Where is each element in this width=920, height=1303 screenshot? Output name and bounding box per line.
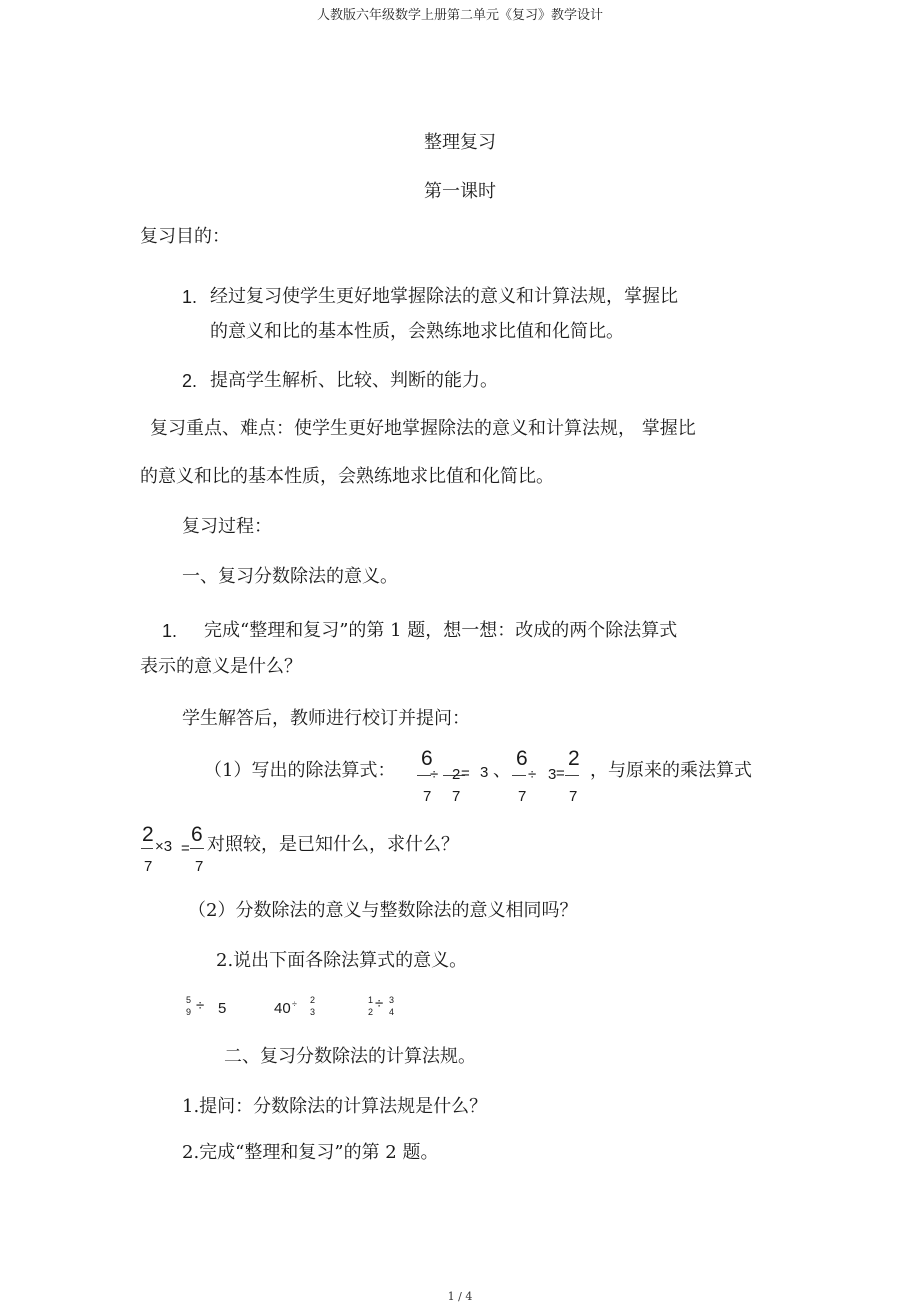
fraction-bar bbox=[190, 848, 204, 849]
fraction-denominator-7: 7 bbox=[452, 788, 461, 805]
compare-text: 对照较，是已知什么，求什么？ bbox=[207, 834, 459, 855]
section1-heading: 一、复习分数除法的意义。 bbox=[182, 566, 398, 587]
fraction-bar bbox=[512, 775, 526, 776]
fraction-numerator-2: 2 bbox=[142, 823, 154, 846]
doc-subtitle: 第一课时 bbox=[424, 181, 496, 202]
item1-line2: 表示的意义是什么？ bbox=[140, 656, 302, 677]
division-sign: ÷ bbox=[196, 997, 205, 1014]
q1-prefix: （1）写出的除法算式： bbox=[204, 760, 396, 781]
multiply-3: ×3 bbox=[155, 838, 173, 855]
goal2-text: 提高学生解析、比较、判断的能力。 bbox=[210, 370, 498, 391]
key-points-line1: 复习重点、难点：使学生更好地掌握除法的意义和计算法规， 掌握比 bbox=[150, 418, 696, 439]
goal1-line2: 的意义和比的基本性质，会熟练地求比值和化简比。 bbox=[210, 321, 624, 342]
separator: 、 bbox=[493, 760, 511, 781]
item1-line1: 完成“整理和复习”的第 1 题，想一想：改成的两个除法算式 bbox=[204, 620, 678, 641]
fraction-bar bbox=[565, 775, 579, 776]
page-number: 1 / 4 bbox=[447, 1290, 473, 1303]
integer-3: 3 bbox=[548, 766, 557, 783]
division-sign: ÷ bbox=[375, 995, 384, 1012]
expr1-numerator: 5 bbox=[186, 995, 192, 1005]
doc-title: 整理复习 bbox=[424, 132, 496, 153]
fraction-denominator-7: 7 bbox=[195, 858, 204, 875]
student-answer-line: 学生解答后，教师进行校订并提问： bbox=[182, 708, 470, 729]
expr3-numerator-2: 3 bbox=[389, 995, 395, 1005]
division-sign: ÷ bbox=[292, 999, 297, 1009]
item1-number: 1. bbox=[162, 621, 178, 641]
expr3-numerator-1: 1 bbox=[368, 995, 374, 1005]
goal2-number: 2. bbox=[182, 371, 198, 391]
fraction-numerator-2: 2 bbox=[568, 747, 580, 770]
goals-heading: 复习目的： bbox=[140, 226, 230, 247]
expr2-numerator: 2 bbox=[310, 995, 316, 1005]
fraction-denominator-7: 7 bbox=[423, 788, 432, 805]
fraction-numerator-2: 2 bbox=[452, 766, 461, 783]
section2-heading: 二、复习分数除法的计算法规。 bbox=[224, 1046, 476, 1067]
process-heading: 复习过程： bbox=[182, 516, 272, 537]
fraction-denominator-7: 7 bbox=[144, 858, 153, 875]
goal1-number: 1. bbox=[182, 287, 198, 307]
q1-suffix: ，与原来的乘法算式 bbox=[590, 760, 752, 781]
expr1-denominator: 9 bbox=[186, 1007, 192, 1017]
fraction-bar bbox=[141, 848, 153, 849]
item2-heading: 2.说出下面各除法算式的意义。 bbox=[216, 950, 468, 971]
division-sign: ÷ bbox=[430, 766, 439, 783]
question2: （2）分数除法的意义与整数除法的意义相同吗？ bbox=[188, 900, 578, 921]
fraction-denominator-7: 7 bbox=[518, 788, 527, 805]
expr2-integer: 40 bbox=[274, 1000, 291, 1017]
goal1-line1: 经过复习使学生更好地掌握除法的意义和计算法规，掌握比 bbox=[210, 286, 678, 307]
key-points-line2: 的意义和比的基本性质，会熟练地求比值和化简比。 bbox=[140, 466, 554, 487]
equals-sign: = bbox=[181, 840, 190, 857]
fraction-bar bbox=[417, 775, 431, 776]
equals-sign: = bbox=[461, 765, 470, 782]
expr3-denominator-1: 2 bbox=[368, 1007, 374, 1017]
division-sign: ÷ bbox=[528, 766, 537, 783]
fraction-numerator-6: 6 bbox=[516, 747, 528, 770]
fraction-numerator-6: 6 bbox=[191, 823, 203, 846]
section2-item2: 2.完成“整理和复习”的第 2 题。 bbox=[182, 1142, 439, 1163]
fraction-numerator-6: 6 bbox=[421, 747, 433, 770]
expr3-denominator-2: 4 bbox=[389, 1007, 395, 1017]
page-header: 人教版六年级数学上册第二单元《复习》教学设计 bbox=[316, 8, 603, 23]
equals-sign: = bbox=[556, 765, 565, 782]
expr2-denominator: 3 bbox=[310, 1007, 316, 1017]
fraction-denominator-7: 7 bbox=[569, 788, 578, 805]
expr1-integer: 5 bbox=[218, 1000, 227, 1017]
integer-3: 3 bbox=[480, 764, 489, 781]
section2-item1: 1.提问：分数除法的计算法规是什么？ bbox=[182, 1096, 488, 1117]
